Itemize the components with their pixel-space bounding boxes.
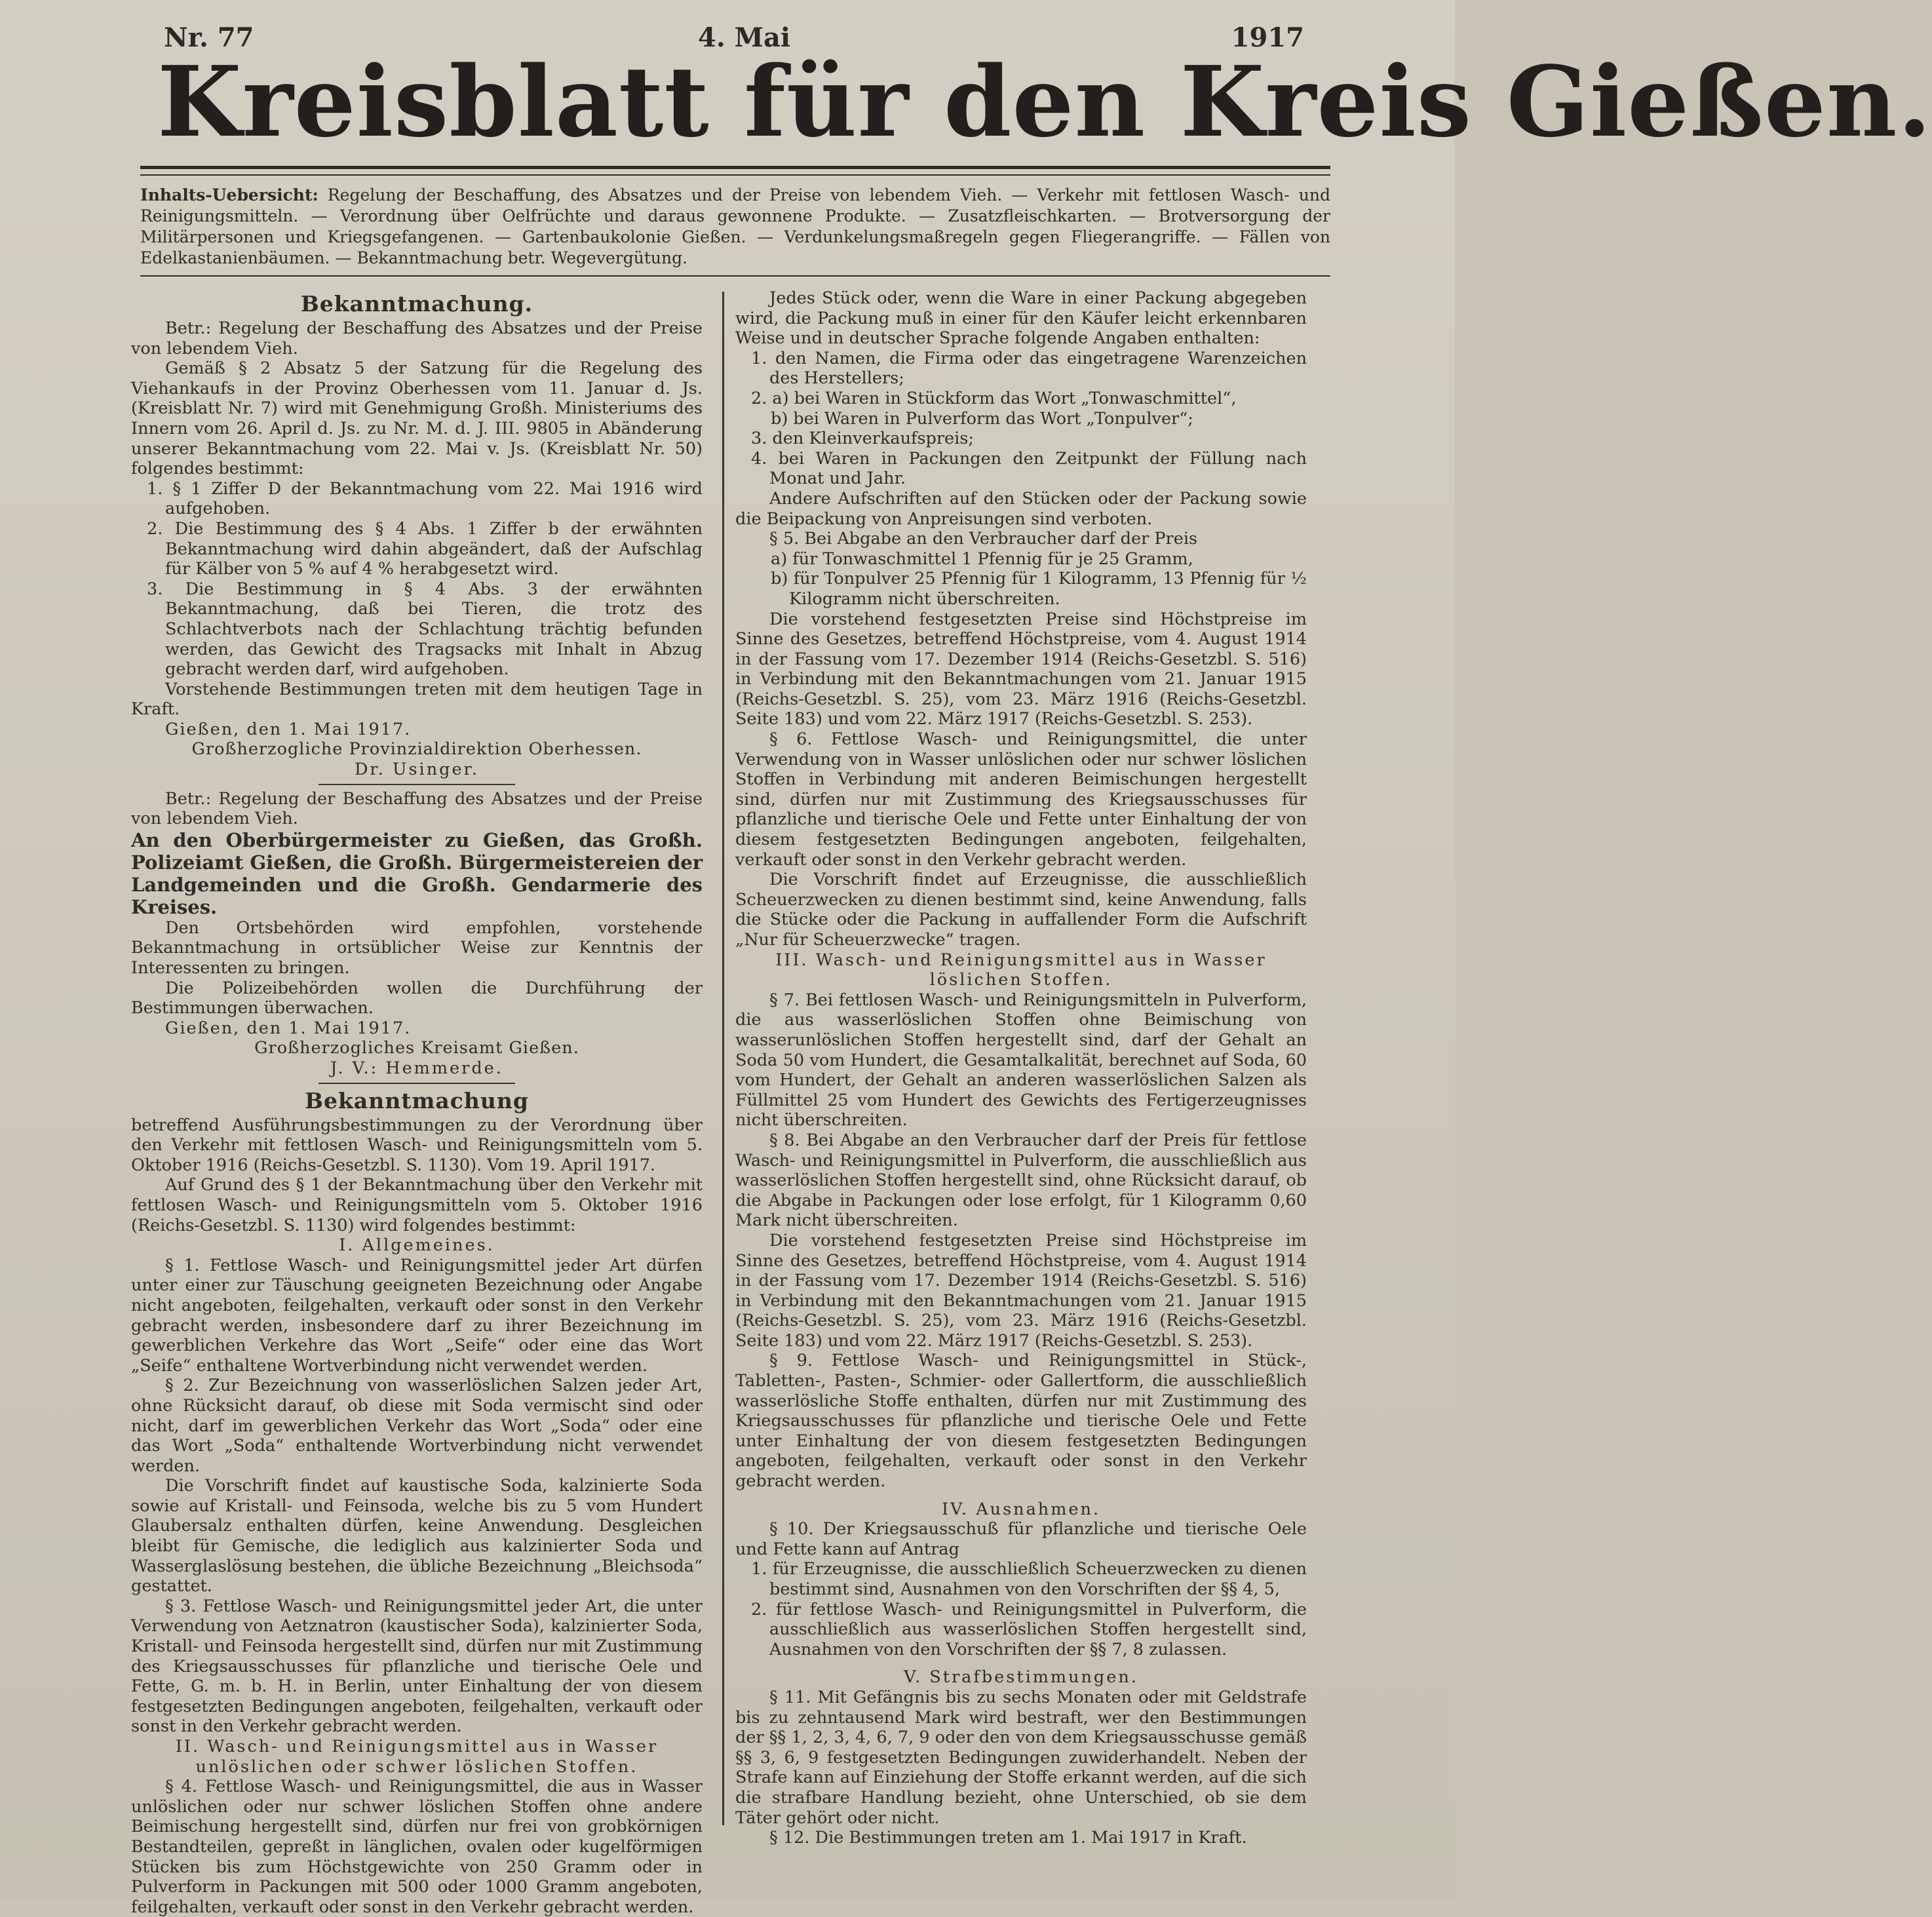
right-para-9: Die vorstehend festgesetzten Preise sind Höchstpreise im Sinne des Gesetzes, betreffend Höchstpreise, vom 4. August 1914 in der Fassung vom 17. Dezember 1914 (Reichs-Gesetzbl. S. 516) in Verbindung mit den Bekanntmachungen vom 21. Januar 1915 (Reichs-Gesetzbl. S. 25), vom 23. März 1916 (Reichs-Gesetzbl. Seite 183) und vom 22. März 1917 (Reichs-Gesetzbl. S. 253). — [735, 1230, 1307, 1351]
right-section-5: V. Strafbestimmungen. — [904, 1667, 1138, 1688]
right-section-3: III. Wasch- und Reinigungsmittel aus in Wasser löslichen Stoffen. — [775, 950, 1267, 990]
notice-3-intro: betreffend Ausführungsbestimmungen zu der Verordnung über den Verkehr mit fettlosen Wasch- und Reinigungsmitteln vom 5. Oktober 1916 (Reichs-Gesetzbl. S. 1130). Vom 19. April 1917. — [131, 1115, 703, 1175]
right-para-7: § 7. Bei fettlosen Wasch- und Reinigungsmitteln in Pulverform, die aus wasserlöslichen Stoffen ohne Beimischung von wasserunlöslichen Stoffen hergestellt sind, darf der Gehalt an Soda 50 vom Hundert, die Gesamtalkalität, berechnet auf Soda, 60 vom Hundert, der Gehalt an anderen wasserlöslichen Salzen als Füllmittel 25 vom Hundert des Gewichts des Fertigerzeugnisses nicht überschreiten. — [735, 990, 1307, 1131]
notice-1-heading: Bekanntmachung. — [300, 291, 533, 317]
notice-1-signature: Dr. Usinger. — [354, 760, 480, 780]
right-item-4: 4. bei Waren in Packungen den Zeitpunkt der Füllung nach Monat und Jahr. — [751, 448, 1307, 489]
notice-3-para-4: § 3. Fettlose Wasch- und Reinigungsmittel jeder Art, die unter Verwendung von Aetznatron (kaustischer Soda), kalzinierter Soda, Kristall- und Feinsoda hergestellt sind, dürfen nur mit Zustimmung des Kriegsausschusses für pflanzliche und tierische Oele und Fette, G. m. b. H. in Berlin, unter Einhaltung der von diesem festgesetzten Bedingungen angeboten, feilgehalten, verkauft oder sonst in den Verkehr gebracht werden. — [131, 1596, 703, 1737]
right-para-6: Die Vorschrift findet auf Erzeugnisse, die ausschließlich Scheuerzwecken zu dienen bestimmt sind, keine Anwendung, falls die Stücke oder die Packung in auffallender Form die Aufschrift „Nur für Scheuerzwecke“ tragen. — [735, 870, 1307, 950]
newspaper-title: Kreisblatt für den Kreis Gießen. — [157, 45, 1932, 159]
table-of-contents — [140, 185, 1330, 269]
notice-2-signature: J. V.: Hemmerde. — [330, 1058, 503, 1078]
notice-3-basis: Auf Grund des § 1 der Bekanntmachung über den Verkehr mit fettlosen Wasch- und Reinigungsmitteln vom 5. Oktober 1916 (Reichs-Gesetzbl. S. 1130) wird folgendes bestimmt: — [131, 1175, 703, 1235]
right-para-11-item-2: 2. für fettlose Wasch- und Reinigungsmittel in Pulverform, die ausschließlich aus wasserlöslichen Stoffen hergestellt sind, Ausnahmen von den Vorschriften der §§ 7, 8 zulassen. — [751, 1599, 1307, 1659]
right-para-1: Jedes Stück oder, wenn die Ware in einer Packung abgegeben wird, die Packung muß in einer für den Käufer leicht erkennbaren Weise und in deutscher Sprache folgende Angaben enthalten: — [735, 288, 1307, 349]
masthead-rule-thin — [140, 174, 1330, 176]
right-para-3: § 5. Bei Abgabe an den Verbraucher darf der Preis — [769, 529, 1198, 549]
notice-1-subject: Betr.: Regelung der Beschaffung des Absatzes und der Preise von lebendem Vieh. — [131, 319, 703, 358]
notice-2-addressees: An den Oberbürgermeister zu Gießen, das Großh. Polizeiamt Gießen, die Großh. Bürgermeistereien der Landgemeinden und die Großh. Gendarmerie des Kreises. — [131, 828, 703, 918]
notice-2-place-date: Gießen, den 1. Mai 1917. — [165, 1018, 412, 1038]
notice-1-item-2: 2. Die Bestimmung des § 4 Abs. 1 Ziffer b der erwähnten Bekanntmachung wird dahin abgeändert, daß der Aufschlag für Kälber von 5 % auf 4 % herabgesetzt wird. — [147, 518, 703, 579]
right-para-8: § 8. Bei Abgabe an den Verbraucher darf der Preis für fettlose Wasch- und Reinigungsmittel in Pulverform, die ausschließlich aus wasserlöslichen Stoffen hergestellt sind, ohne Rücksicht darauf, ob die Abgabe in Packungen oder lose erfolgt, für 1 Kilogramm 0,60 Mark nicht überschreiten. — [735, 1130, 1307, 1231]
notice-3-para-3: Die Vorschrift findet auf kaustische Soda, kalzinierte Soda sowie auf Kristall- und Feinsoda, welche bis zu 5 vom Hundert Glaubersalz enthalten dürfen, keine Anwendung. Desgleichen bleibt für Gemische, die lediglich aus kalzinierter Soda und Wasserglaslösung bestehen, die übliche Bezeichnung „Bleichsoda“ gestattet. — [131, 1476, 703, 1597]
column-divider — [722, 292, 724, 1825]
right-para-12: § 11. Mit Gefängnis bis zu sechs Monaten oder mit Geldstrafe bis zu zehntausend Mark wird bestraft, wer den Bestimmungen der §§ 1, 2, 3, 4, 6, 7, 9 oder den von dem Kriegsausschusse gemäß §§ 3, 6, 9 festgesetzten Bedingungen zuwiderhandelt. Neben der Strafe kann auf Einziehung der Stoffe erkannt werden, auf die sich die strafbare Handlung bezieht, ohne Unterschied, ob sie dem Täter gehört oder nicht. — [735, 1687, 1307, 1828]
right-para-11: § 10. Der Kriegsausschuß für pflanzliche und tierische Oele und Fette kann auf Antrag — [735, 1519, 1307, 1559]
notice-3-para-5: § 4. Fettlose Wasch- und Reinigungsmittel, die aus in Wasser unlöslichen oder nur schwer löslichen Stoffen ohne andere Beimischung hergestellt sind, dürfen nur frei von grobkörnigen Bestandteilen, gepreßt in länglichen, ovalen oder kugelförmigen Stücken bis zum Höchstgewichte von 250 Gramm oder in Pulverform in Packungen mit 500 oder 1000 Gramm angeboten, feilgehalten, verkauft oder sonst in den Verkehr gebracht werden. — [131, 1777, 703, 1917]
notice-separator-1 — [319, 784, 515, 785]
notice-2-subject: Betr.: Regelung der Beschaffung des Absatzes und der Preise von lebendem Vieh. — [131, 788, 703, 829]
notice-1-intro: Gemäß § 2 Absatz 5 der Satzung für die Regelung des Viehankaufs in der Provinz Oberhessen vom 11. Januar d. Js. (Kreisblatt Nr. 7) wird mit Genehmigung Großh. Ministeriums des Innern vom 26. April d. Js. zu Nr. M. d. J. III. 9805 in Abänderung unserer Bekanntmachung vom 22. Mai v. Js. (Kreisblatt Nr. 50) folgendes bestimmt: — [131, 358, 703, 479]
right-para-5: § 6. Fettlose Wasch- und Reinigungsmittel, die unter Verwendung von in Wasser unlöslichen oder nur schwer löslichen Stoffen in Verbindung mit anderen Beimischungen hergestellt sind, dürfen nur mit Zustimmung des Kriegsausschusses für pflanzliche und tierische Oele und Fette unter Einhaltung der von diesem festgesetzten Bedingungen angeboten, feilgehalten, verkauft oder sonst in den Verkehr gebracht werden. — [735, 729, 1307, 870]
notice-1-office: Großherzogliche Provinzialdirektion Oberhessen. — [191, 739, 642, 760]
notice-2-office: Großherzogliches Kreisamt Gießen. — [254, 1038, 579, 1058]
notice-1-item-1: 1. § 1 Ziffer D der Bekanntmachung vom 22. Mai 1916 wird aufgehoben. — [147, 478, 703, 519]
spacer — [735, 1659, 1307, 1667]
notice-2-paragraph-1: Den Ortsbehörden wird empfohlen, vorstehende Bekanntmachung in ortsüblicher Weise zur Kenntnis der Interessenten zu bringen. — [131, 918, 703, 978]
notice-3-heading: Bekanntmachung — [305, 1087, 529, 1113]
notice-separator-2 — [319, 1083, 515, 1084]
right-column — [735, 288, 1307, 1848]
notice-1-item-3: 3. Die Bestimmung in § 4 Abs. 3 der erwähnten Bekanntmachung, daß bei Tieren, die trotz des Schlachtverbots nach der Schlachtung trächtig befunden werden, das Gewicht des Tragsacks mit Inhalt in Abzug gebracht werden darf, wird aufgehoben. — [147, 579, 703, 680]
right-item-2a: 2. a) bei Waren in Stückform das Wort „Tonwaschmittel“, — [751, 388, 1237, 408]
right-para-4: Die vorstehend festgesetzten Preise sind Höchstpreise im Sinne des Gesetzes, betreffend Höchstpreise, vom 4. August 1914 in der Fassung vom 17. Dezember 1914 (Reichs-Gesetzbl. S. 516) in Verbindung mit den Bekanntmachungen vom 21. Januar 1915 (Reichs-Gesetzbl. S. 25), vom 23. März 1916 (Reichs-Gesetzbl. Seite 183) und vom 22. März 1917 (Reichs-Gesetzbl. S. 253). — [735, 609, 1307, 729]
notice-1-closing: Vorstehende Bestimmungen treten mit dem heutigen Tage in Kraft. — [131, 679, 703, 720]
issue-number: Nr. 77 — [164, 22, 254, 53]
right-item-2b: b) bei Waren in Pulverform das Wort „Tonpulver“; — [771, 408, 1193, 429]
issue-year: 1917 — [1231, 22, 1304, 53]
notice-3-section-2: II. Wasch- und Reinigungsmittel aus in Wasser unlöslichen oder schwer löslichen Stoffen. — [175, 1737, 659, 1777]
right-para-2: Andere Aufschriften auf den Stücken oder der Packung sowie die Beipackung von Anpreisungen sind verboten. — [735, 488, 1307, 529]
toc-lead: Inhalts-Uebersicht: — [140, 185, 319, 204]
issue-date: 4. Mai — [698, 22, 791, 53]
notice-3-section-1: I. Allgemeines. — [339, 1235, 495, 1256]
notice-3-para-2: § 2. Zur Bezeichnung von wasserlöslichen Salzen jeder Art, ohne Rücksicht darauf, ob diese mit Soda vermischt sind oder nicht, darf im gewerblichen Verkehr das Wort „Soda“ oder eine das Wort „Soda“ enthaltende Wortverbindung nicht verwendet werden. — [131, 1376, 703, 1476]
right-para-11-item-1: 1. für Erzeugnisse, die ausschließlich Scheuerzwecken zu dienen bestimmt sind, Ausnahmen von den Vorschriften der §§ 4, 5, — [751, 1559, 1307, 1599]
right-para-13: § 12. Die Bestimmungen treten am 1. Mai 1917 in Kraft. — [769, 1828, 1247, 1848]
toc-rule — [140, 275, 1330, 277]
right-para-10: § 9. Fettlose Wasch- und Reinigungsmittel in Stück-, Tabletten-, Pasten-, Schmier- oder Gallertform, die ausschließlich wasserlösliche Stoffe enthalten, dürfen nur mit Zustimmung des Kriegsausschusses für pflanzliche und tierische Oele und Fette unter Einhaltung der von diesem festgesetzten Bedingungen angeboten, feilgehalten, verkauft oder sonst in den Verkehr gebracht werden. — [735, 1351, 1307, 1492]
right-item-3: 3. den Kleinverkaufspreis; — [751, 429, 974, 449]
right-section-4: IV. Ausnahmen. — [941, 1499, 1100, 1519]
notice-3-para-1: § 1. Fettlose Wasch- und Reinigungsmittel jeder Art dürfen unter einer zur Täuschung geeigneten Bezeichnung oder Angabe nicht angeboten, feilgehalten, verkauft oder sonst in den Verkehr gebracht werden, insbesondere darf zu ihrer Bezeichnung im gewerblichen Verkehre das Wort „Seife“ oder eine das Wort „Seife“ enthaltene Wortverbindung nicht verwendet werden. — [131, 1255, 703, 1376]
notice-2-paragraph-2: Die Polizeibehörden wollen die Durchführung der Bestimmungen überwachen. — [131, 978, 703, 1018]
left-column — [131, 288, 703, 1917]
right-para-3b: b) für Tonpulver 25 Pfennig für 1 Kilogramm, 13 Pfennig für ½ Kilogramm nicht überschreiten. — [771, 569, 1307, 609]
right-item-1: 1. den Namen, die Firma oder das eingetragene Warenzeichen des Herstellers; — [751, 348, 1307, 389]
right-para-3a: a) für Tonwaschmittel 1 Pfennig für je 25 Gramm, — [771, 549, 1193, 569]
notice-1-place-date: Gießen, den 1. Mai 1917. — [165, 719, 412, 739]
masthead-rule-thick — [140, 166, 1330, 169]
toc-text: Regelung der Beschaffung, des Absatzes und der Preise von lebendem Vieh. — Verkehr mit fettlosen Wasch- und Reinigungsmitteln. — Verordnung über Oelfrüchte und daraus gewonnene Produkte. — Zusatzfleischkarten. — Brotversorgung der Militärpersonen und Kriegsgefangenen. — Gartenbaukolonie Gießen. — Verdunkelungsmaßregeln gegen Fliegerangriffe. — Fällen von Edelkastanienbäumen. — Bekanntmachung betr. Wegevergütung. — [140, 185, 1330, 267]
spacer — [735, 1492, 1307, 1500]
